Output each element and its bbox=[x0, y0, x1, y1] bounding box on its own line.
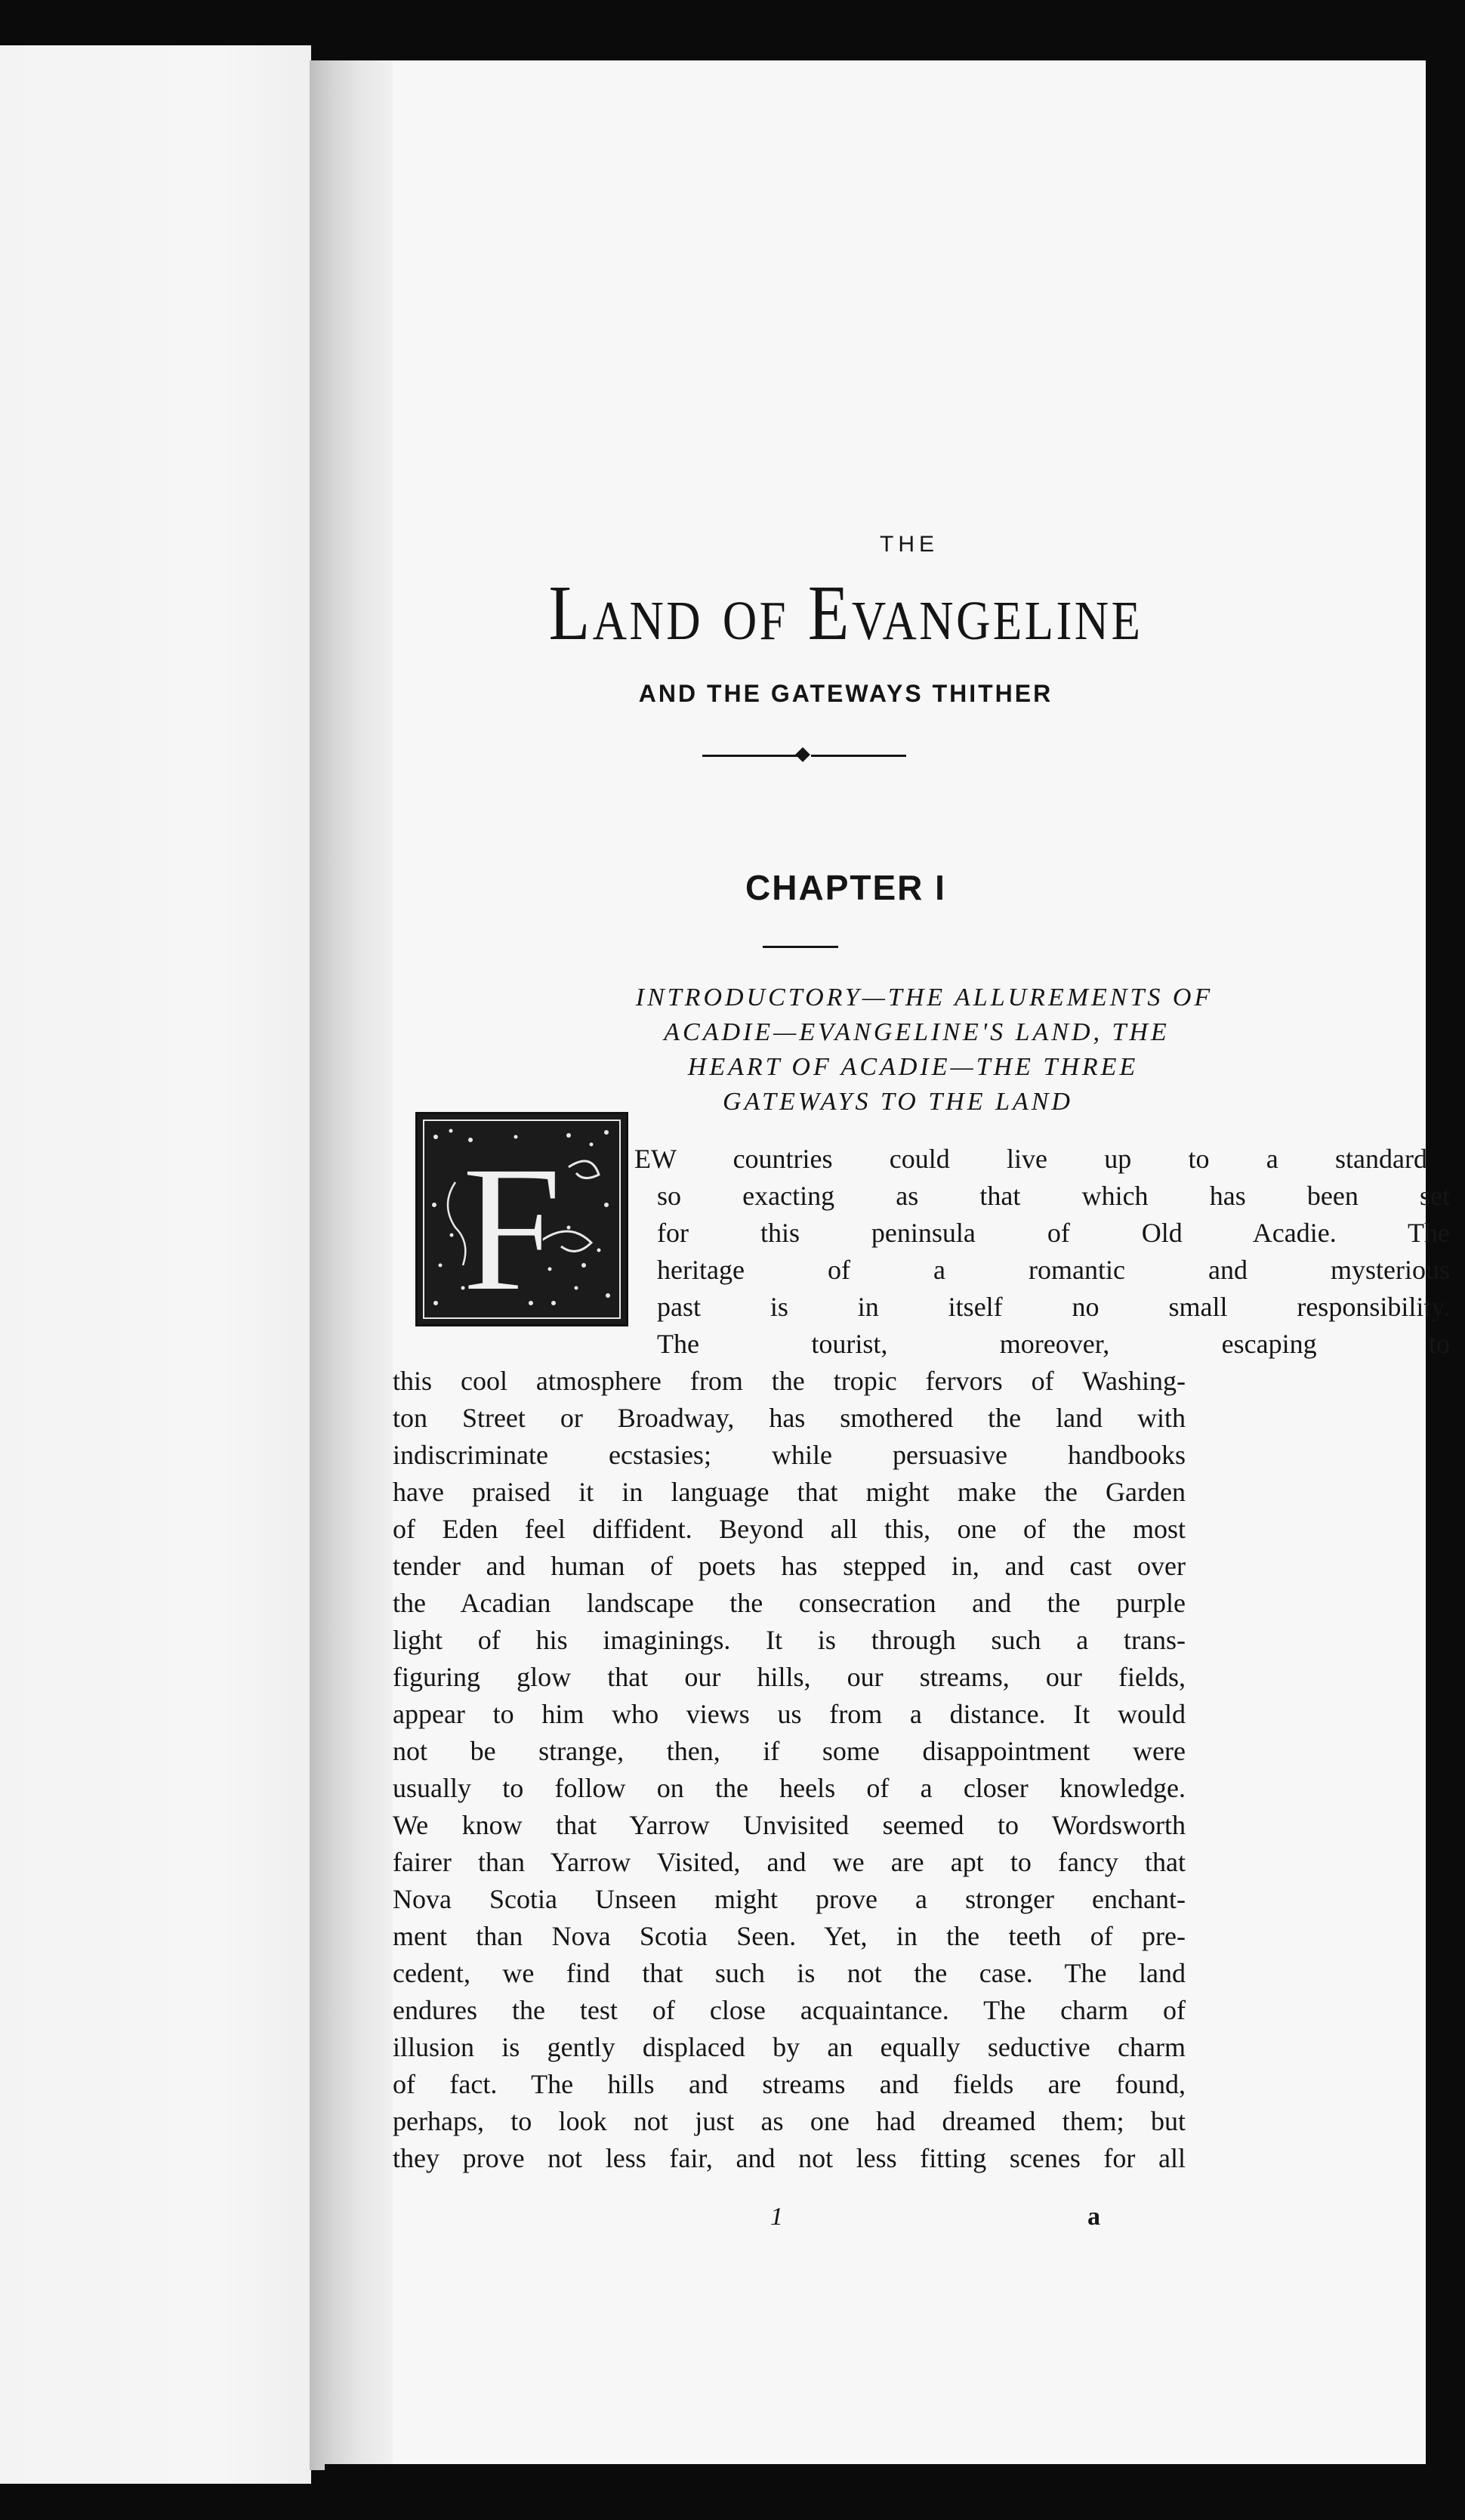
book-subtitle: AND THE GATEWAYS THITHER bbox=[638, 680, 1053, 707]
text-line: heritage of a romantic and mysterious bbox=[657, 1255, 1450, 1285]
text-line: indiscriminate ecstasies; while persuasive handbooks bbox=[393, 1440, 1186, 1470]
text-line: tender and human of poets has stepped in, and cast over bbox=[393, 1551, 1186, 1581]
chapter-heading: CHAPTER I bbox=[745, 868, 946, 907]
text-line: cedent, we find that such is not the case. The land bbox=[393, 1958, 1186, 1988]
facing-blank-page bbox=[0, 45, 311, 2484]
text-line: EW countries could live up to a standard bbox=[634, 1144, 1427, 1174]
text-line: have praised it in language that might make the Garden bbox=[393, 1477, 1186, 1507]
ornamental-rule bbox=[702, 748, 906, 763]
text-line: appear to him who views us from a distance. It would bbox=[393, 1699, 1186, 1729]
text-line: ment than Nova Scotia Seen. Yet, in the teeth of pre- bbox=[393, 1921, 1186, 1951]
synopsis-line: ACADIE—EVANGELINE'S LAND, THE bbox=[664, 1018, 1170, 1046]
text-line: they prove not less fair, and not less fitting scenes for all bbox=[393, 2143, 1186, 2173]
text-line: of Eden feel diffident. Beyond all this, one of the most bbox=[393, 1514, 1186, 1544]
text-line: ton Street or Broadway, has smothered the land with bbox=[393, 1403, 1186, 1433]
text-line: fairer than Yarrow Visited, and we are apt to fancy that bbox=[393, 1847, 1186, 1877]
text-line: for this peninsula of Old Acadie. The bbox=[657, 1218, 1450, 1248]
text-line: We know that Yarrow Unvisited seemed to Wordsworth bbox=[393, 1810, 1186, 1840]
text-line: usually to follow on the heels of a closer knowledge. bbox=[393, 1773, 1186, 1803]
text-line: not be strange, then, if some disappointment were bbox=[393, 1736, 1186, 1766]
text-line: the Acadian landscape the consecration and the purple bbox=[393, 1588, 1186, 1618]
synopsis-line: INTRODUCTORY—THE ALLUREMENTS OF bbox=[635, 984, 1214, 1011]
signature-mark: a bbox=[1087, 2203, 1100, 2231]
decorated-initial-letter bbox=[415, 1112, 628, 1326]
synopsis-line: HEART OF ACADIE—THE THREE bbox=[687, 1053, 1139, 1081]
text-line: of fact. The hills and streams and fields are found, bbox=[393, 2069, 1186, 2099]
book-page bbox=[393, 60, 1450, 2478]
text-line: figuring glow that our hills, our streams, our fields, bbox=[393, 1662, 1186, 1692]
page-number: 1 bbox=[770, 2203, 783, 2231]
text-line: illusion is gently displaced by an equally seductive charm bbox=[393, 2032, 1186, 2062]
text-line: past is in itself no small responsibility. bbox=[657, 1292, 1450, 1322]
scan-bottom-edge bbox=[325, 2464, 1442, 2487]
book-gutter-shadow bbox=[310, 60, 400, 2470]
initial-letter-glyph: F bbox=[461, 1128, 563, 1324]
book-title: Land of Evangeline bbox=[548, 570, 1143, 656]
diamond-ornament-icon bbox=[795, 747, 810, 762]
text-line: light of his imaginings. It is through such a trans- bbox=[393, 1625, 1186, 1655]
over-title: THE bbox=[880, 532, 939, 557]
chapter-rule bbox=[763, 946, 838, 948]
chapter-synopsis bbox=[393, 981, 1426, 1119]
synopsis-line: GATEWAYS TO THE LAND bbox=[723, 1088, 1073, 1116]
text-line: Nova Scotia Unseen might prove a stronger enchant- bbox=[393, 1884, 1186, 1914]
text-line: endures the test of close acquaintance. The charm of bbox=[393, 1995, 1186, 2025]
text-line: this cool atmosphere from the tropic fervors of Washing- bbox=[393, 1366, 1186, 1396]
text-line: so exacting as that which has been set bbox=[657, 1181, 1450, 1211]
text-line: perhaps, to look not just as one had dreamed them; but bbox=[393, 2106, 1186, 2136]
text-line: The tourist, moreover, escaping to bbox=[657, 1329, 1450, 1359]
